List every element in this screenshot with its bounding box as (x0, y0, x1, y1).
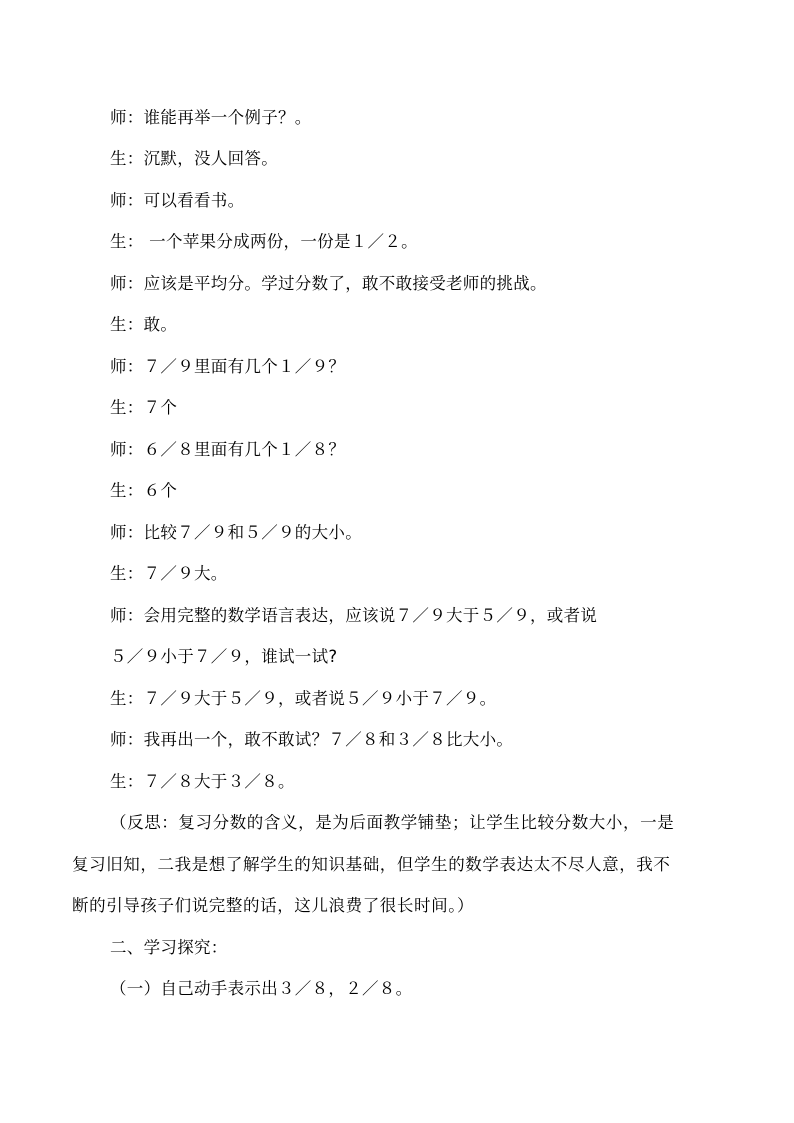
dialogue-line: 师：会用完整的数学语言表达，应该说７／９大于５／９，或者说 (110, 606, 598, 625)
reflection-line: （反思：复习分数的含义，是为后面教学铺垫；让学生比较分数大小，一是 (110, 813, 675, 832)
subsection-heading: （一）自己动手表示出３／８，２／８。 (110, 979, 413, 998)
dialogue-line: 师：可以看看书。 (110, 191, 245, 210)
dialogue-line: 生： 一个苹果分成两份，一份是１／２。 (110, 232, 418, 251)
dialogue-line: 师：应该是平均分。学过分数了，敢不敢接受老师的挑战。 (110, 274, 547, 293)
dialogue-line: ５／９小于７／９，谁试一试? (110, 647, 338, 666)
dialogue-line: 师：比较７／９和５／９的大小。 (110, 523, 362, 542)
dialogue-line: 生：７个 (110, 398, 178, 417)
reflection-line: 复习旧知，二我是想了解学生的知识基础，但学生的数学表达太不尽人意，我不 (72, 855, 671, 874)
dialogue-line: 生：７／９大。 (110, 564, 228, 583)
dialogue-line: 生：７／９大于５／９，或者说５／９小于７／９。 (110, 689, 497, 708)
dialogue-line: 师：７／９里面有几个１／９？ (110, 357, 346, 376)
dialogue-line: 生：敢。 (110, 315, 178, 334)
dialogue-line: 师：谁能再举一个例子？。 (110, 108, 312, 127)
dialogue-line: 师：我再出一个，敢不敢试？７／８和３／８比大小。 (110, 730, 514, 749)
section-heading: 二、学习探究： (110, 938, 228, 957)
dialogue-line: 师：６／８里面有几个１／８？ (110, 440, 346, 459)
dialogue-line: 生：７／８大于３／８。 (110, 772, 295, 791)
dialogue-line: 生：沉默，没人回答。 (110, 149, 278, 168)
reflection-line: 断的引导孩子们说完整的话，这儿浪费了很长时间。） (72, 896, 475, 915)
dialogue-line: 生：６个 (110, 481, 178, 500)
